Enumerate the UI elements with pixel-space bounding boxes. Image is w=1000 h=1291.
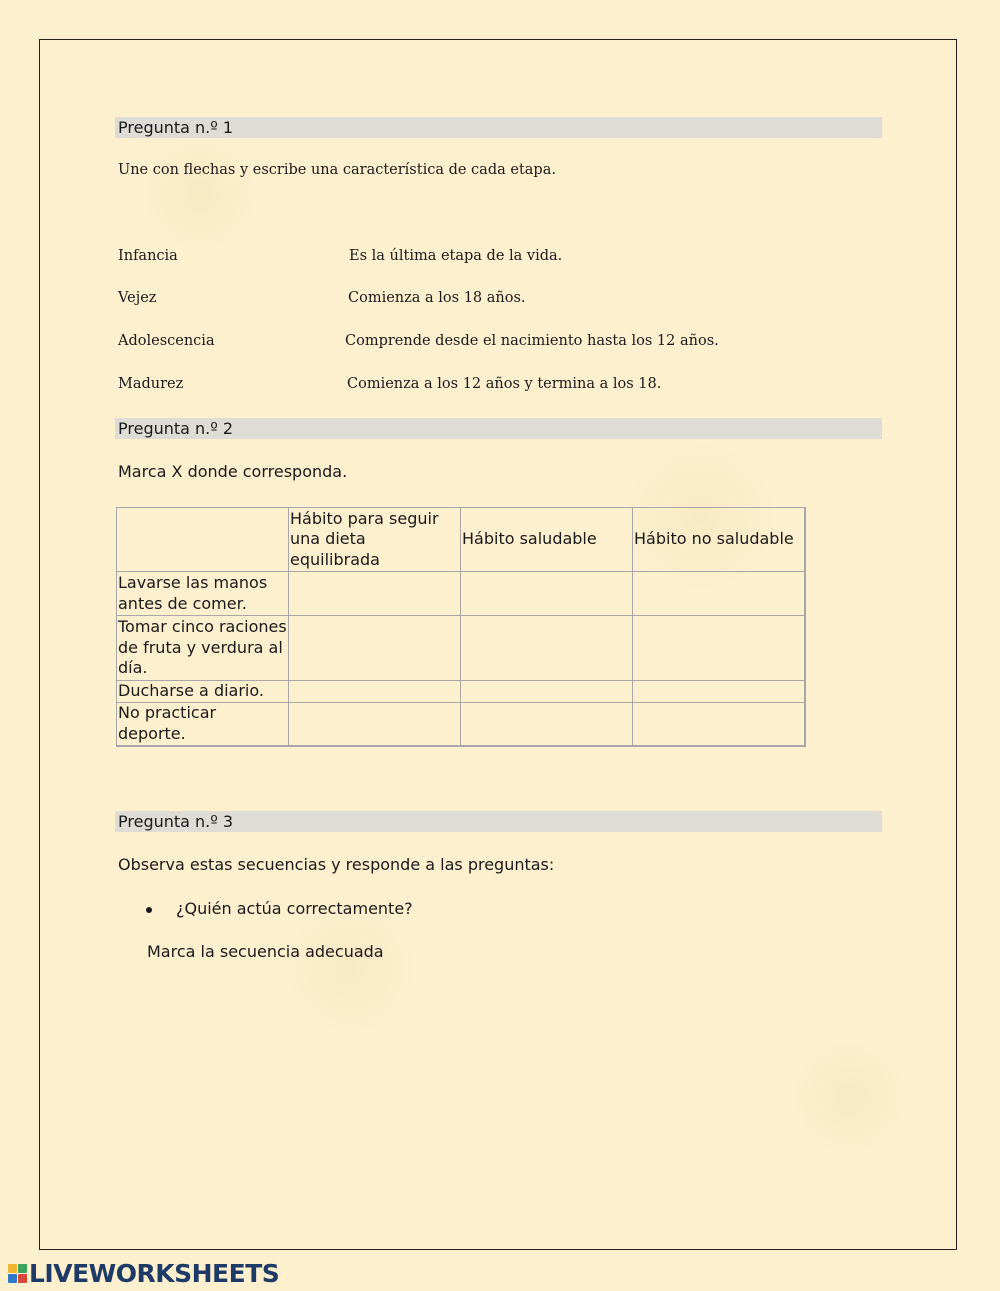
question-3-header: Pregunta n.º 3 bbox=[115, 811, 882, 832]
answer-cell[interactable] bbox=[633, 616, 806, 681]
question-3-bullet-text: ¿Quién actúa correctamente? bbox=[176, 899, 413, 918]
stage-right-2[interactable]: Comienza a los 18 años. bbox=[348, 290, 526, 306]
stage-left-1[interactable]: Infancia bbox=[118, 248, 178, 264]
table-row bbox=[117, 616, 806, 681]
table-row bbox=[117, 703, 806, 746]
row-label: Lavarse las manos antes de comer. bbox=[117, 572, 289, 616]
question-2-instruction: Marca X donde corresponda. bbox=[118, 462, 348, 481]
answer-cell[interactable] bbox=[633, 703, 806, 746]
question-3-instruction: Observa estas secuencias y responde a las preguntas: bbox=[118, 855, 555, 874]
answer-cell[interactable] bbox=[289, 572, 461, 616]
row-label: No practicar deporte. bbox=[117, 703, 289, 746]
row-label: Ducharse a diario. bbox=[117, 681, 289, 703]
answer-cell[interactable] bbox=[461, 703, 633, 746]
table-row bbox=[117, 572, 806, 616]
logo-text: LIVEWORKSHEETS bbox=[29, 1258, 280, 1288]
table-row bbox=[117, 681, 806, 703]
answer-cell[interactable] bbox=[461, 681, 633, 703]
bullet-icon bbox=[146, 907, 152, 913]
header-cell-healthy: Hábito saludable bbox=[461, 508, 633, 572]
header-cell-diet: Hábito para seguir una dieta equilibrada bbox=[289, 508, 461, 572]
stage-left-3[interactable]: Adolescencia bbox=[118, 333, 215, 349]
logo-block-icon bbox=[18, 1264, 27, 1273]
row-label: Tomar cinco raciones de fruta y verdura al día. bbox=[117, 616, 289, 681]
question-1-header: Pregunta n.º 1 bbox=[115, 117, 882, 138]
answer-cell[interactable] bbox=[461, 572, 633, 616]
habits-table bbox=[116, 507, 806, 747]
liveworksheets-logo bbox=[8, 1260, 279, 1286]
logo-block-icon bbox=[8, 1264, 17, 1273]
answer-cell[interactable] bbox=[289, 703, 461, 746]
header-cell-unhealthy: Hábito no saludable bbox=[633, 508, 806, 572]
header-cell-empty bbox=[117, 508, 289, 572]
answer-cell[interactable] bbox=[289, 616, 461, 681]
question-1-instruction: Une con flechas y escribe una característica de cada etapa. bbox=[118, 162, 556, 178]
stage-right-4[interactable]: Comienza a los 12 años y termina a los 18. bbox=[347, 376, 662, 392]
logo-block-icon bbox=[18, 1274, 27, 1283]
logo-blocks-icon bbox=[8, 1264, 27, 1283]
question-3-subtext: Marca la secuencia adecuada bbox=[147, 942, 384, 961]
stage-right-3[interactable]: Comprende desde el nacimiento hasta los 12 años. bbox=[345, 333, 719, 349]
stage-left-4[interactable]: Madurez bbox=[118, 376, 184, 392]
logo-block-icon bbox=[8, 1274, 17, 1283]
table-header-row bbox=[117, 508, 806, 572]
answer-cell[interactable] bbox=[633, 572, 806, 616]
answer-cell[interactable] bbox=[633, 681, 806, 703]
answer-cell[interactable] bbox=[461, 616, 633, 681]
stage-left-2[interactable]: Vejez bbox=[118, 290, 157, 306]
stage-right-1[interactable]: Es la última etapa de la vida. bbox=[349, 248, 563, 264]
question-2-header: Pregunta n.º 2 bbox=[115, 418, 882, 439]
answer-cell[interactable] bbox=[289, 681, 461, 703]
